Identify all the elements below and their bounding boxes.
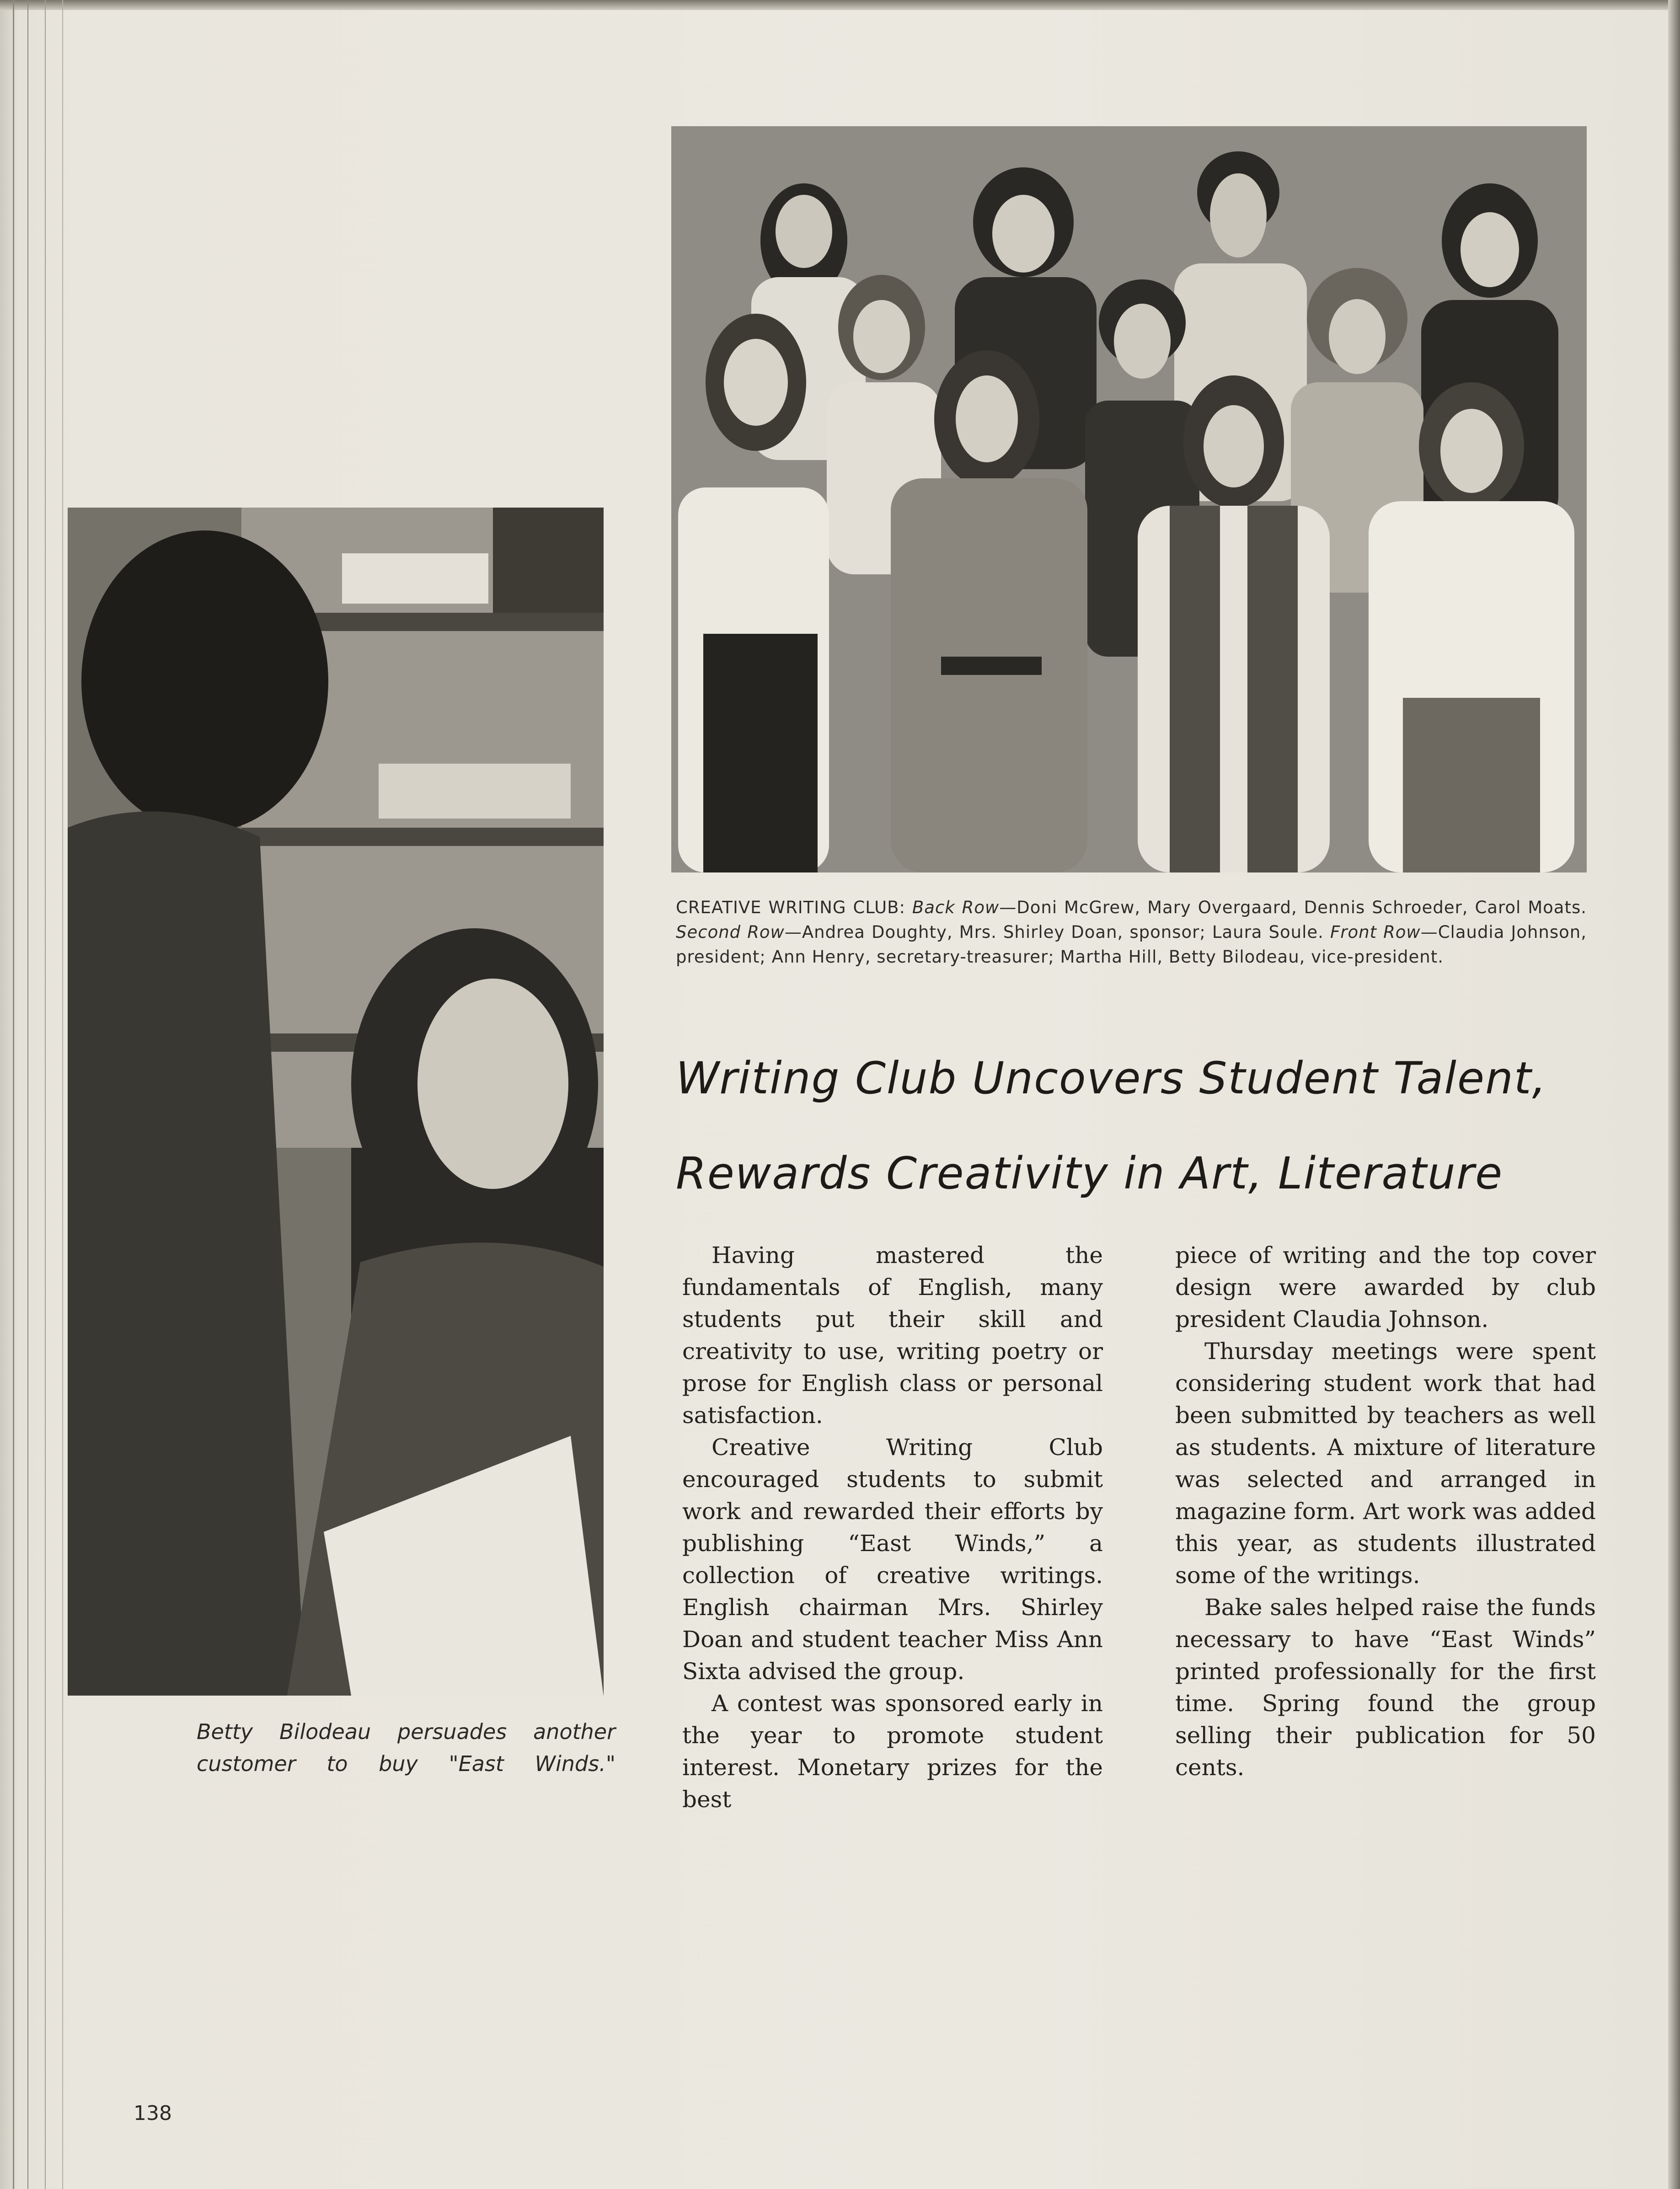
caption-front-row-label: Front Row [1330, 922, 1421, 942]
article-paragraph: Thursday meetings were spent considering student work that had been submitted by teachers as well as students. A mixture of literature was selected and arranged in magazine form. Art work was added this year, as students illustrated some of the writings. [1175, 1338, 1596, 1589]
article-column-1 [682, 1239, 1103, 1815]
group-photo [671, 126, 1587, 872]
article-paragraph: Having mastered the fundamentals of English, many students put their skill and creativity to use, writing poetry or prose for English class or personal satisfaction. [682, 1242, 1103, 1429]
caption-club-label: CREATIVE WRITING CLUB: [676, 898, 905, 917]
caption-second-row-label: Second Row [676, 922, 785, 942]
article-column-2 [1175, 1239, 1596, 1783]
article-paragraph: piece of writing and the top cover design were awarded by club president Claudia Johnson. [1175, 1242, 1596, 1333]
article-paragraph: Creative Writing Club encouraged students to submit work and rewarded their efforts by publishing “East Winds,” a collection of creative writings. English chairman Mrs. Shirley Doan and student teacher Miss Ann Sixta advised the group. [682, 1434, 1103, 1685]
group-photo-caption [676, 895, 1587, 969]
caption-second-row-names: —Andrea Doughty, Mrs. Shirley Doan, sponsor; Laura Soule. [784, 922, 1324, 942]
side-photo [68, 508, 604, 1696]
caption-back-row-names: —Doni McGrew, Mary Overgaard, Dennis Schroeder, Carol Moats. [999, 898, 1587, 917]
page-number: 138 [134, 2102, 172, 2125]
caption-back-row-label: Back Row [912, 898, 1000, 917]
headline-line-1: Writing Club Uncovers Student Talent, [676, 1053, 1547, 1104]
side-photo-caption: Betty Bilodeau persuades another customer to buy "East Winds." [197, 1719, 615, 1776]
caption-front-row-names: —Claudia Johnson, president; Ann Henry, secretary-treasurer; Martha Hill, Betty Bilodeau, vice-president. [676, 922, 1587, 967]
book-binding [0, 0, 73, 2189]
headline-line-2: Rewards Creativity in Art, Literature [676, 1148, 1503, 1199]
article-paragraph: Bake sales helped raise the funds necessary to have “East Winds” printed professionally for the first time. Spring found the group selling their publication for 50 cents. [1175, 1594, 1596, 1781]
article-paragraph: A contest was sponsored early in the year to promote student interest. Monetary prizes for the best [682, 1690, 1103, 1813]
page-right-edge [1668, 0, 1680, 2189]
page-top-edge [0, 0, 1680, 10]
